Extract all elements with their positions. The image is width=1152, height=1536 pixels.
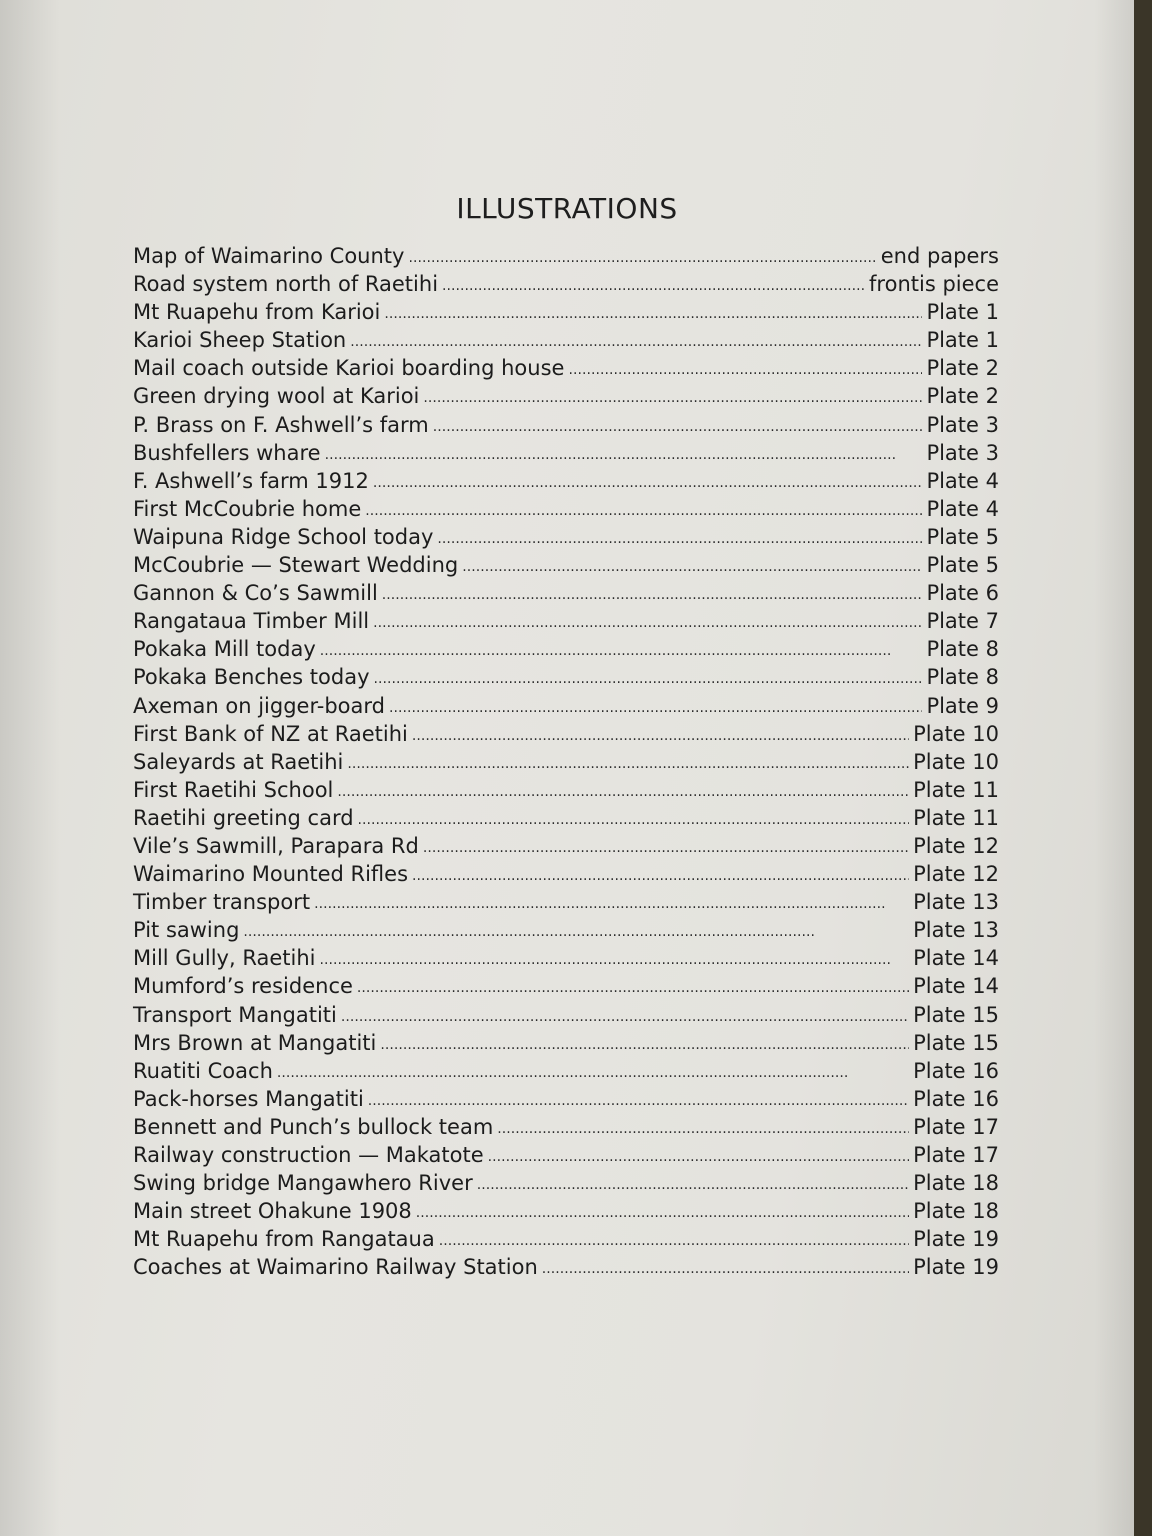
entry-title: Bushfellers whare xyxy=(133,440,321,465)
dot-leader xyxy=(416,1198,909,1222)
entry-plate-reference: Plate 12 xyxy=(913,862,999,887)
list-item xyxy=(133,918,999,946)
dot-leader xyxy=(325,440,923,464)
entry-plate-reference: Plate 6 xyxy=(926,581,999,606)
entry-plate-reference: Plate 16 xyxy=(913,1086,999,1111)
entry-title: Mt Ruapehu from Karioi xyxy=(133,300,381,325)
list-item xyxy=(133,1199,999,1227)
dot-leader xyxy=(243,917,909,941)
dot-leader xyxy=(314,889,909,913)
entry-plate-reference: end papers xyxy=(880,244,999,268)
dot-leader xyxy=(382,580,923,604)
entry-plate-reference: Plate 4 xyxy=(926,468,999,493)
entry-title: Coaches at Waimarino Railway Station xyxy=(133,1255,538,1280)
list-item xyxy=(133,1255,999,1283)
entry-title: Pack-horses Mangatiti xyxy=(133,1086,364,1111)
entry-plate-reference: Plate 14 xyxy=(913,974,999,999)
entry-title: Raetihi greeting card xyxy=(133,805,354,830)
list-item xyxy=(133,356,999,384)
entry-title: First Raetihi School xyxy=(133,777,334,802)
dot-leader xyxy=(341,1002,909,1026)
entry-plate-reference: Plate 2 xyxy=(926,356,999,381)
dot-leader xyxy=(384,299,922,323)
entry-title: Vile’s Sawmill, Parapara Rd xyxy=(133,833,419,858)
entry-title: Mumford’s residence xyxy=(133,974,353,999)
dot-leader xyxy=(423,383,922,407)
list-item xyxy=(133,525,999,553)
list-item xyxy=(133,862,999,890)
entry-plate-reference: Plate 8 xyxy=(926,665,999,690)
dot-leader xyxy=(433,412,923,436)
entry-title: McCoubrie — Stewart Wedding xyxy=(133,553,459,578)
entry-title: Axeman on jigger-board xyxy=(133,693,385,718)
entry-title: Karioi Sheep Station xyxy=(133,328,347,353)
dot-leader xyxy=(437,524,922,548)
page-edge-shadow xyxy=(1094,0,1134,1536)
list-item xyxy=(133,778,999,806)
dot-leader xyxy=(488,1142,909,1166)
list-item xyxy=(133,553,999,581)
dot-leader xyxy=(439,1226,909,1250)
entry-plate-reference: Plate 5 xyxy=(926,553,999,578)
dot-leader xyxy=(462,552,922,576)
list-item xyxy=(133,694,999,722)
spine-shadow xyxy=(0,0,60,1536)
list-item xyxy=(133,497,999,525)
entry-plate-reference: Plate 10 xyxy=(913,721,999,746)
entry-plate-reference: Plate 14 xyxy=(913,946,999,971)
entry-plate-reference: Plate 15 xyxy=(913,1030,999,1055)
entry-title: Ruatiti Coach xyxy=(133,1058,273,1083)
list-item xyxy=(133,1143,999,1171)
list-item xyxy=(133,637,999,665)
dot-leader xyxy=(277,1058,909,1082)
entry-title: Green drying wool at Karioi xyxy=(133,384,420,409)
entry-plate-reference: Plate 19 xyxy=(913,1227,999,1252)
entry-title: Rangataua Timber Mill xyxy=(133,609,370,634)
dot-leader xyxy=(408,243,876,267)
dot-leader xyxy=(347,749,909,773)
entry-title: F. Ashwell’s farm 1912 xyxy=(133,468,369,493)
entry-plate-reference: Plate 1 xyxy=(926,328,999,353)
list-item xyxy=(133,413,999,441)
list-item xyxy=(133,384,999,412)
dot-leader xyxy=(358,805,910,829)
dot-leader xyxy=(497,1114,909,1138)
dot-leader xyxy=(423,833,909,857)
dot-leader xyxy=(320,636,923,660)
entry-title: Swing bridge Mangawhero River xyxy=(133,1171,473,1196)
entry-title: Railway construction — Makatote xyxy=(133,1143,484,1167)
entry-title: Map of Waimarino County xyxy=(133,244,405,268)
list-item xyxy=(133,890,999,918)
entry-title: First McCoubrie home xyxy=(133,496,362,521)
entry-plate-reference: Plate 2 xyxy=(926,384,999,409)
entry-title: Waimarino Mounted Rifles xyxy=(133,862,409,887)
dot-leader xyxy=(357,973,909,997)
entry-title: Gannon & Co’s Sawmill xyxy=(133,581,378,606)
list-item xyxy=(133,1087,999,1115)
entry-title: Saleyards at Raetihi xyxy=(133,749,344,774)
entry-plate-reference: Plate 7 xyxy=(926,609,999,634)
dot-leader xyxy=(477,1170,909,1194)
entry-title: Pokaka Mill today xyxy=(133,637,316,662)
list-item xyxy=(133,272,999,300)
list-item xyxy=(133,328,999,356)
dot-leader xyxy=(373,468,923,492)
entry-plate-reference: Plate 18 xyxy=(913,1199,999,1224)
dot-leader xyxy=(365,496,922,520)
entry-title: Bennett and Punch’s bullock team xyxy=(133,1114,494,1139)
list-item xyxy=(133,469,999,497)
dot-leader xyxy=(350,327,922,351)
dot-leader xyxy=(374,664,923,688)
entry-plate-reference: Plate 17 xyxy=(913,1143,999,1167)
entry-plate-reference: Plate 17 xyxy=(913,1114,999,1139)
list-item xyxy=(133,1003,999,1031)
entry-plate-reference: frontis piece xyxy=(869,272,999,297)
entry-title: Mrs Brown at Mangatiti xyxy=(133,1030,377,1055)
entry-plate-reference: Plate 3 xyxy=(926,412,999,437)
entry-title: Timber transport xyxy=(133,890,311,915)
entry-title: Main street Ohakune 1908 xyxy=(133,1199,412,1224)
dot-leader xyxy=(412,861,909,885)
entry-title: P. Brass on F. Ashwell’s farm xyxy=(133,412,429,437)
entry-plate-reference: Plate 11 xyxy=(913,777,999,802)
list-item xyxy=(133,581,999,609)
dot-leader xyxy=(373,608,922,632)
entry-plate-reference: Plate 18 xyxy=(913,1171,999,1196)
entry-title: Pokaka Benches today xyxy=(133,665,370,690)
illustrations-list xyxy=(133,244,999,1283)
list-item xyxy=(133,946,999,974)
list-item xyxy=(133,1031,999,1059)
list-item xyxy=(133,665,999,693)
dot-leader xyxy=(568,355,922,379)
entry-title: Waipuna Ridge School today xyxy=(133,524,434,549)
dot-leader xyxy=(337,777,909,801)
entry-plate-reference: Plate 9 xyxy=(926,693,999,718)
list-item xyxy=(133,1171,999,1199)
dot-leader xyxy=(412,721,909,745)
dot-leader xyxy=(368,1086,909,1110)
entry-plate-reference: Plate 15 xyxy=(913,1002,999,1027)
list-item xyxy=(133,1115,999,1143)
entry-plate-reference: Plate 16 xyxy=(913,1058,999,1083)
entry-plate-reference: Plate 11 xyxy=(913,805,999,830)
entry-plate-reference: Plate 1 xyxy=(926,300,999,325)
list-item xyxy=(133,1059,999,1087)
dot-leader xyxy=(542,1254,909,1278)
list-item xyxy=(133,609,999,637)
list-item xyxy=(133,722,999,750)
dot-leader xyxy=(442,271,865,295)
entry-title: Pit sawing xyxy=(133,918,240,943)
list-item xyxy=(133,806,999,834)
dot-leader xyxy=(380,1030,909,1054)
dot-leader xyxy=(319,945,909,969)
list-item xyxy=(133,834,999,862)
list-item xyxy=(133,441,999,469)
entry-title: Road system north of Raetihi xyxy=(133,272,439,297)
entry-plate-reference: Plate 19 xyxy=(913,1255,999,1280)
list-item xyxy=(133,750,999,778)
entry-plate-reference: Plate 8 xyxy=(926,637,999,662)
entry-plate-reference: Plate 13 xyxy=(913,918,999,943)
entry-plate-reference: Plate 13 xyxy=(913,890,999,915)
entry-title: Transport Mangatiti xyxy=(133,1002,337,1027)
entry-plate-reference: Plate 5 xyxy=(926,524,999,549)
entry-plate-reference: Plate 10 xyxy=(913,749,999,774)
entry-title: Mail coach outside Karioi boarding house xyxy=(133,356,565,381)
entry-title: Mill Gully, Raetihi xyxy=(133,946,316,971)
list-item xyxy=(133,974,999,1002)
dot-leader xyxy=(389,693,922,717)
list-item xyxy=(133,244,999,272)
entry-plate-reference: Plate 3 xyxy=(926,440,999,465)
entry-plate-reference: Plate 4 xyxy=(926,496,999,521)
entry-plate-reference: Plate 12 xyxy=(913,833,999,858)
list-item xyxy=(133,300,999,328)
page-heading: ILLUSTRATIONS xyxy=(456,192,678,225)
list-item xyxy=(133,1227,999,1255)
entry-title: Mt Ruapehu from Rangataua xyxy=(133,1227,435,1252)
entry-title: First Bank of NZ at Raetihi xyxy=(133,721,408,746)
